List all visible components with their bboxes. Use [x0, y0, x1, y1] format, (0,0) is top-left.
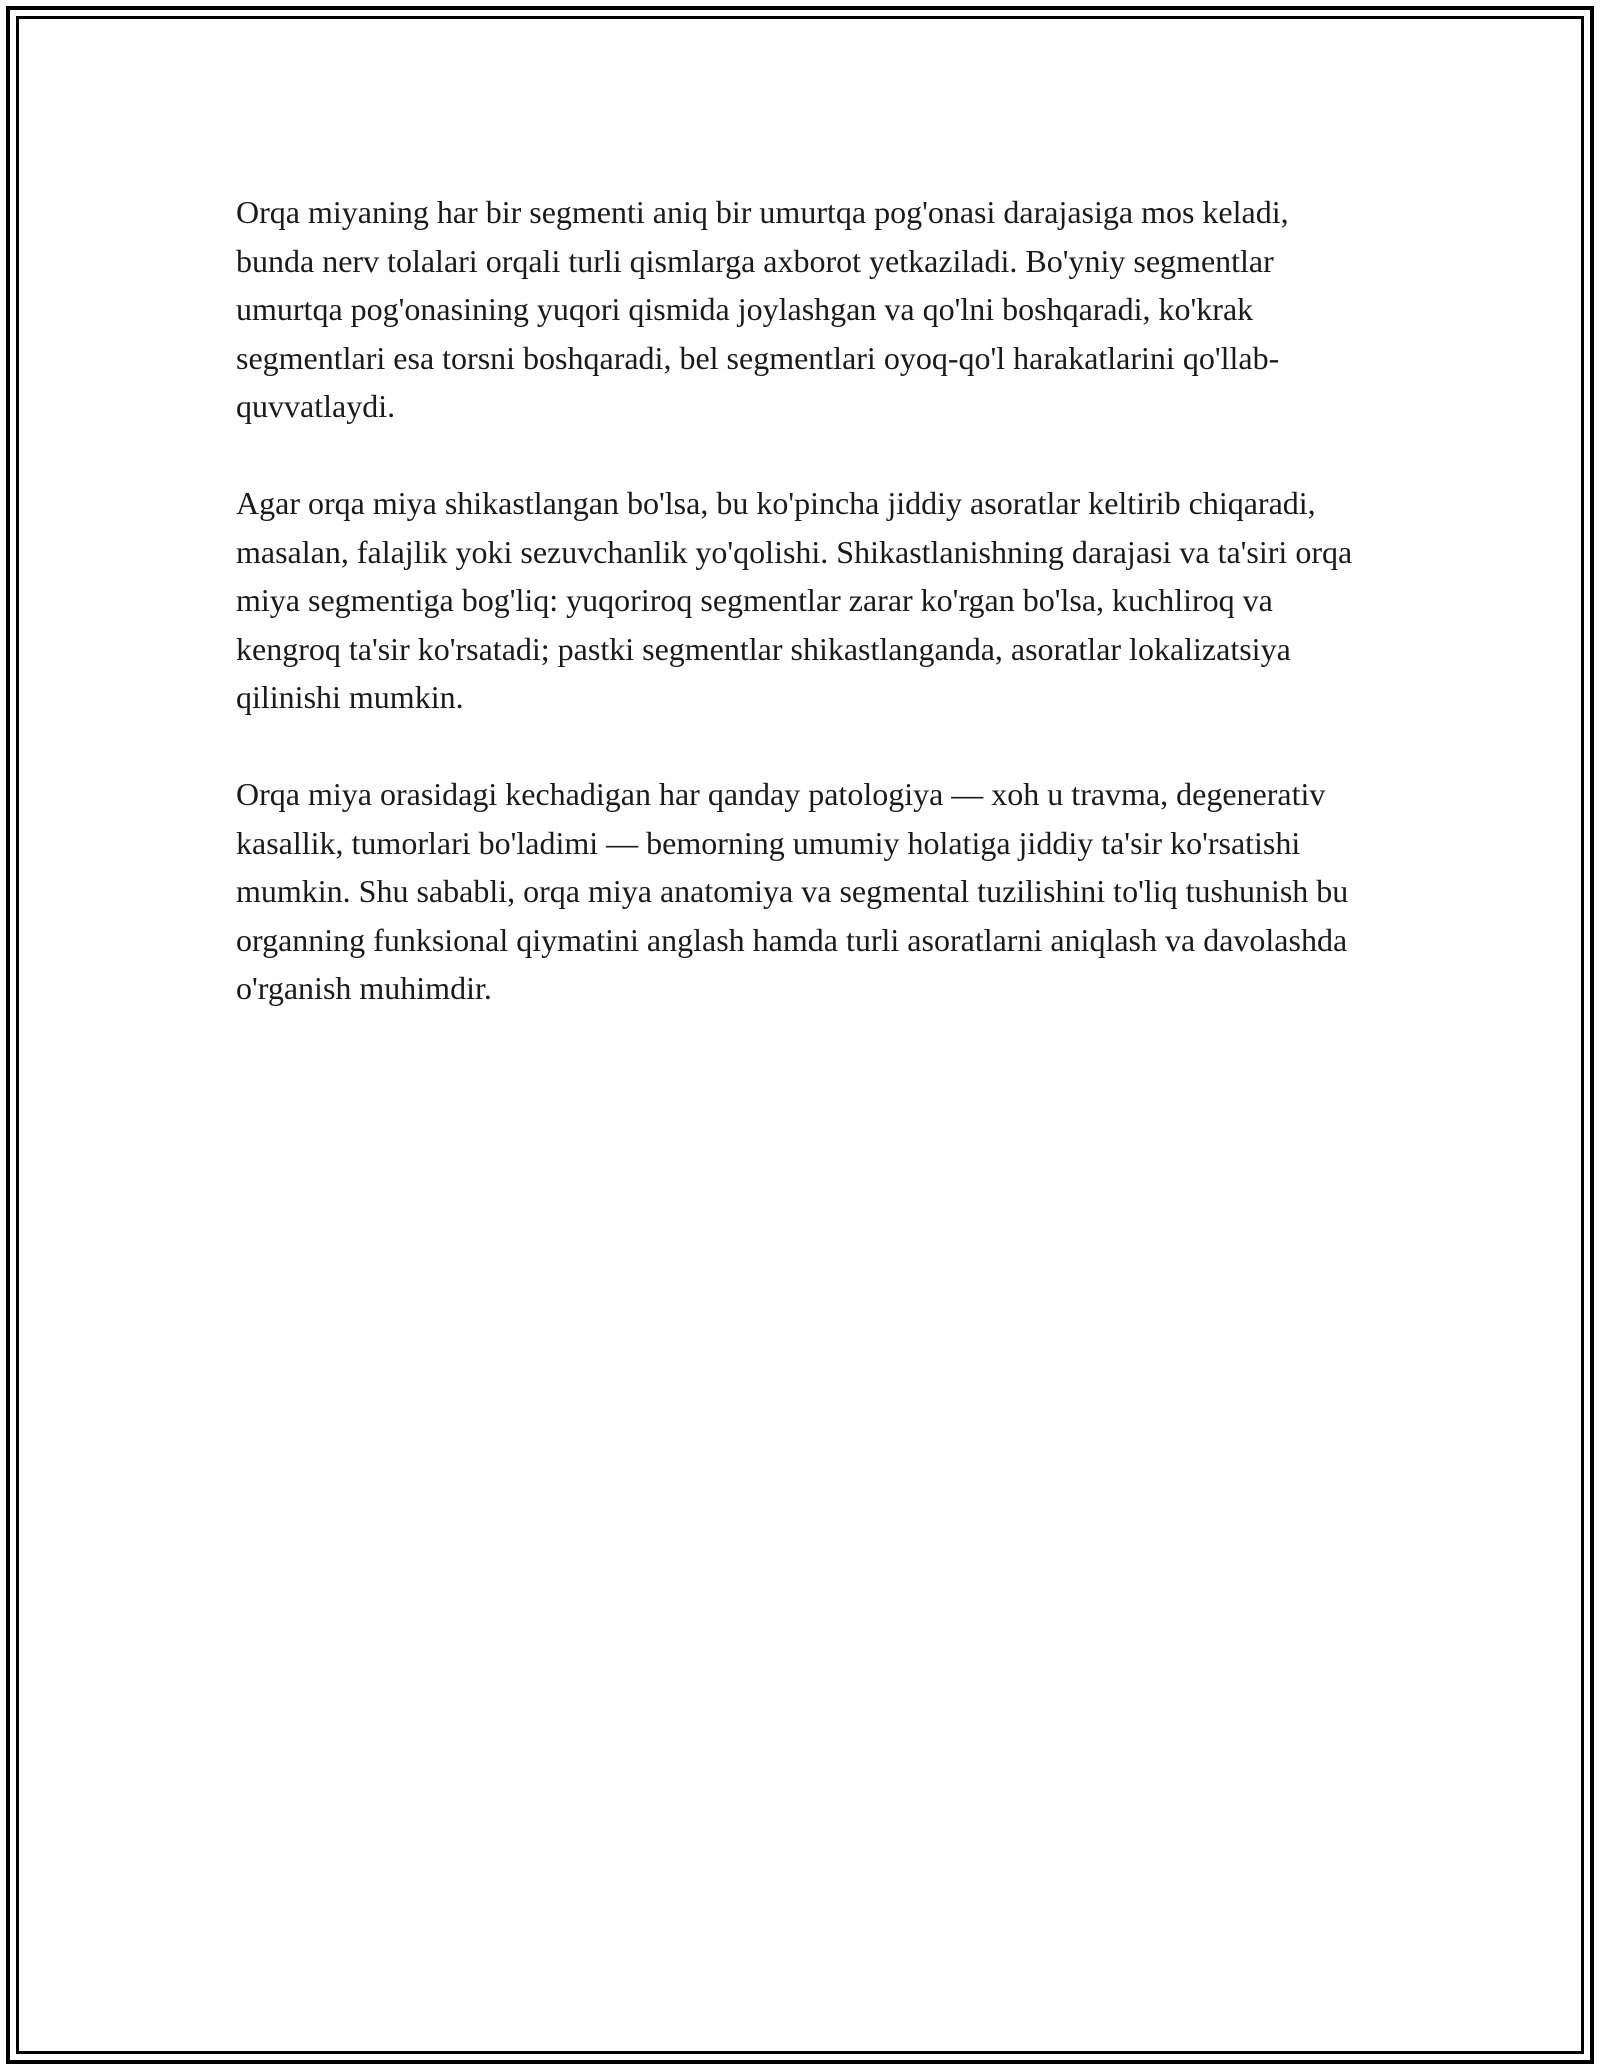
paragraph-3: Orqa miya orasidagi kechadigan har qanday patologiya — xoh u travma, degenerativ kasallik, tumorlari bo'ladimi — bemorning umumiy holatiga jiddiy ta'sir ko'rsatishi mumkin. Shu sababli, orqa miya anatomiya va segmental tuzilishini to'liq tushunish bu organning funksional qiymatini anglash hamda turli asoratlarni aniqlash va davolashda o'rganish muhimdir. — [236, 776, 1349, 1006]
paragraph-1: Orqa miyaning har bir segmenti aniq bir umurtqa pog'onasi darajasiga mos keladi, bunda nerv tolalari orqali turli qismlarga axborot yetkaziladi. Bo'yniy segmentlar umurtqa pog'onasining yuqori qismida joylashgan va qo'lni boshqaradi, ko'krak segmentlari esa torsni boshqaradi, bel segmentlari oyoq-qo'l harakatlarini qo'llab-quvvatlaydi. — [236, 194, 1289, 424]
document-body — [236, 188, 1366, 1061]
paragraph-2: Agar orqa miya shikastlangan bo'lsa, bu ko'pincha jiddiy asoratlar keltirib chiqaradi, masalan, falajlik yoki sezuvchanlik yo'qolishi. Shikastlanishning darajasi va ta'siri orqa miya segmentiga bog'liq: yuqoriroq segmentlar zarar ko'rgan bo'lsa, kuchliroq va kengroq ta'sir ko'rsatadi; pastki segmentlar shikastlanganda, asoratlar lokalizatsiya qilinishi mumkin. — [236, 485, 1353, 715]
